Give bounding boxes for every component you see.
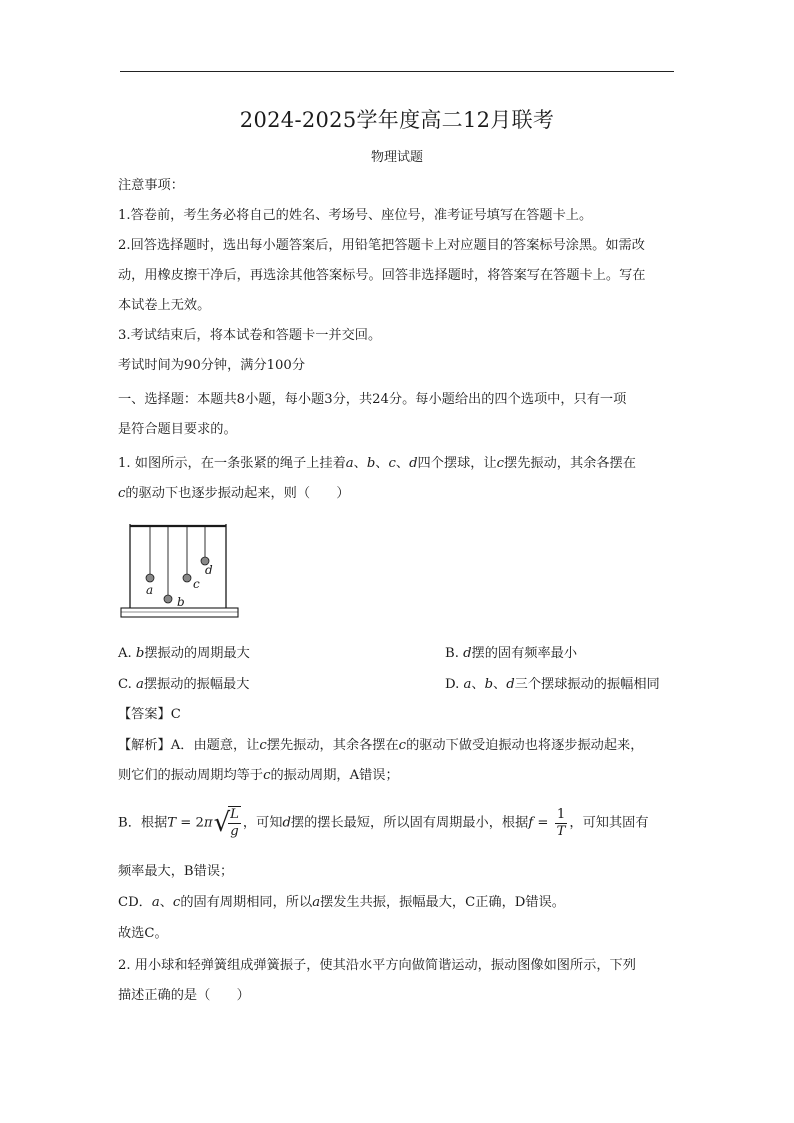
label-d: d [205, 563, 213, 577]
pendulum-figure [118, 520, 248, 625]
page-subtitle: 物理试题 [370, 150, 423, 165]
label-c: c [193, 577, 200, 591]
notes-item-3: 3.考试结束后，将本试卷和答题卡一并交回。 [118, 328, 382, 343]
section-1-line-2: 是符合题目要求的。 [118, 422, 237, 437]
sqrt-sign: √ [213, 808, 231, 838]
fraction-one-over-t: $\frac{1}{T}$ [556, 806, 566, 839]
ball-b [164, 595, 172, 603]
notes-heading: 注意事项： [118, 178, 184, 193]
q1-stem-line-2: c的驱动下也逐步振动起来，则（ ） [118, 486, 350, 501]
q2-stem-line-2: 描述正确的是（ ） [118, 988, 250, 1003]
q1-option-b: B. d摆的固有频率最小 [445, 646, 578, 661]
exam-time: 考试时间为90分钟，满分100分 [118, 358, 306, 373]
notes-item-2-line-3: 本试卷上无效。 [118, 298, 211, 313]
q1-option-a: A. b摆振动的周期最大 [118, 646, 250, 661]
q2-stem-line-1: 2. 用小球和轻弹簧组成弹簧振子，使其沿水平方向做简谐运动，振动图像如图所示，下列 [118, 958, 636, 973]
notes-item-2-line-1: 2.回答选择题时，选出每小题答案后，用铅笔把答题卡上对应题目的答案标号涂黑。如需改 [118, 238, 645, 253]
q1-option-d: D. a、b、d三个摆球振动的振幅相同 [445, 677, 660, 692]
base-board [121, 608, 238, 617]
header-rule [120, 71, 674, 72]
page-title: 2024-2025学年度高二12月联考 [239, 108, 555, 132]
notes-item-1: 1.答卷前，考生务必将自己的姓名、考场号、座位号，准考证号填写在答题卡上。 [118, 208, 593, 223]
q1-analysis-line-5: CD．a、c的固有周期相同，所以a摆发生共振，振幅最大，C正确，D错误。 [118, 895, 565, 910]
ball-c [183, 574, 191, 582]
q1-analysis-line-1: 【解析】A．由题意，让c摆先振动，其余各摆在c的驱动下做受迫振动也将逐步振动起来， [118, 738, 644, 753]
fraction-l-over-g: $\frac{L}{g}$ [230, 807, 239, 839]
label-a: a [146, 583, 154, 597]
section-1-line-1: 一、选择题：本题共8小题，每小题3分，共24分。每小题给出的四个选项中，只有一项 [118, 392, 627, 407]
q1-analysis-line-2: 则它们的振动周期均等于c的振动周期，A错误； [118, 768, 399, 783]
q1-analysis-line-4: 频率最大，B错误； [118, 864, 234, 879]
q1-option-c: C. a摆振动的振幅最大 [118, 677, 250, 692]
notes-item-2-line-2: 动，用橡皮擦干净后，再选涂其他答案标号。回答非选择题时，将答案写在答题卡上。写在 [118, 268, 646, 283]
q1-answer: 【答案】C [118, 707, 181, 722]
ball-a [146, 574, 154, 582]
q1-stem-line-1: 1. 如图所示，在一条张紧的绳子上挂着a、b、c、d四个摆球，让c摆先振动，其余各摆在 [118, 456, 636, 471]
q1-analysis-line-3: B．根据T = 2π√ $\frac{L}{g}$ ，可知d摆的摆长最短，所以固有周期最小，根据f = $\frac{1}{T}$ ，可知其固有 [118, 806, 649, 839]
q1-analysis-line-6: 故选C。 [118, 926, 168, 941]
label-b: b [177, 595, 185, 609]
